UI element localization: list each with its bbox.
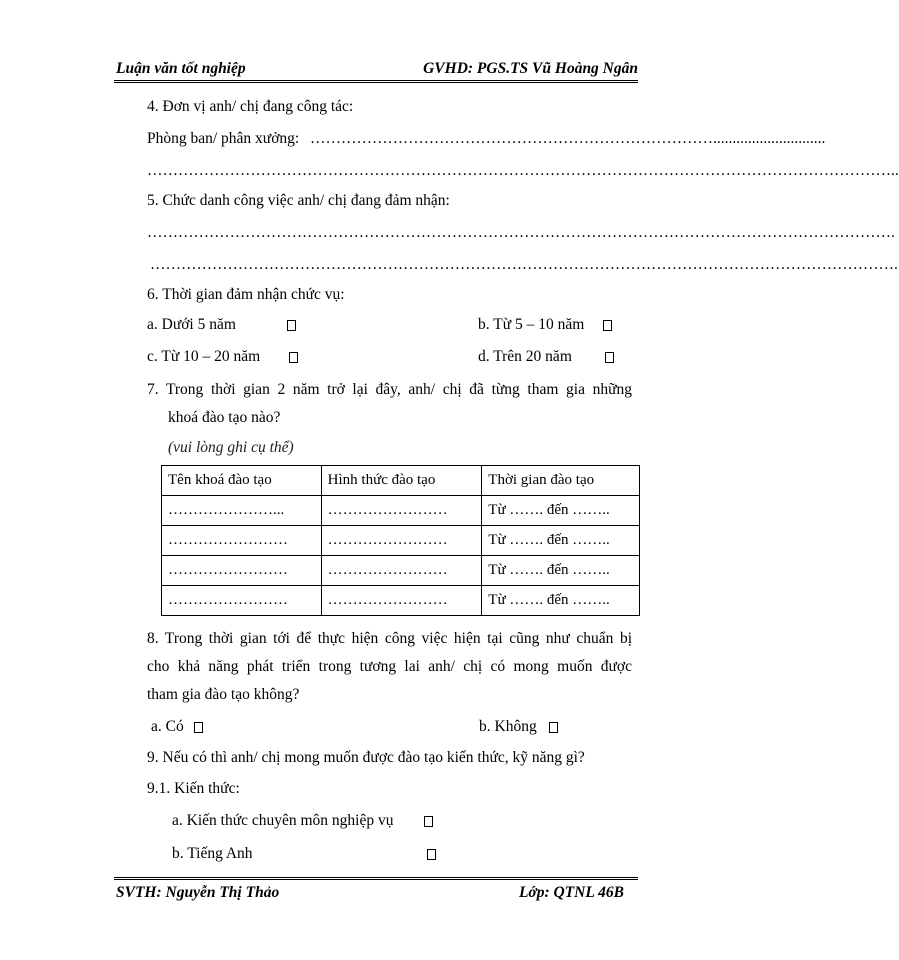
- header-right: GVHD: PGS.TS Vũ Hoàng Ngân: [423, 60, 638, 77]
- q6-option-b[interactable]: [478, 316, 584, 334]
- q7-line-1: 7. Trong thời gian 2 năm trở lại đây, anh/ chị đã từng tham gia những: [147, 381, 632, 398]
- q9-option-a[interactable]: [172, 812, 393, 830]
- q9-title: 9. Nếu có thì anh/ chị mong muốn được đào tạo kiến thức, kỹ năng gì?: [147, 749, 585, 766]
- q9-option-a-checkbox[interactable]: [424, 816, 433, 827]
- q9-subheading: 9.1. Kiến thức:: [147, 780, 240, 797]
- table-cell[interactable]: ……………………: [321, 526, 482, 556]
- table-cell[interactable]: Từ ……. đến ……..: [482, 556, 640, 586]
- q8-option-b-label: b. Không: [479, 718, 537, 735]
- table-cell[interactable]: ……………………: [321, 586, 482, 616]
- footer-left: SVTH: Nguyễn Thị Thảo: [116, 884, 280, 901]
- table-cell[interactable]: ……………………: [162, 526, 322, 556]
- q6-option-d[interactable]: [478, 348, 572, 366]
- q6-option-b-label: b. Từ 5 – 10 năm: [478, 316, 585, 333]
- q7-note: (vui lòng ghi cụ thể): [168, 439, 294, 456]
- q5-dots-2: ……………………………………………………………………………………………………………………………….: [150, 256, 898, 273]
- q6-option-d-label: d. Trên 20 năm: [478, 348, 572, 365]
- q8-option-b[interactable]: [479, 718, 537, 736]
- q6-option-d-checkbox[interactable]: [605, 352, 614, 363]
- q6-option-a-label: a. Dưới 5 năm: [147, 316, 236, 333]
- q4-dots-2: ………………………………………………………………………………………………………………………………..: [147, 162, 899, 179]
- q6-title: 6. Thời gian đảm nhận chức vụ:: [147, 286, 345, 303]
- table-header-row: [162, 466, 640, 496]
- q8-option-a-label: a. Có: [151, 718, 184, 735]
- q6-option-c[interactable]: [147, 348, 260, 366]
- q8-option-b-checkbox[interactable]: [549, 722, 558, 733]
- table-header-cell: Thời gian đào tạo: [482, 466, 640, 496]
- q6-option-c-label: c. Từ 10 – 20 năm: [147, 348, 261, 365]
- q5-title: 5. Chức danh công việc anh/ chị đang đảm nhận:: [147, 192, 450, 209]
- training-table: [161, 465, 640, 616]
- table-row: [162, 586, 640, 616]
- q7-line-2: khoá đào tạo nào?: [168, 409, 281, 426]
- table-cell[interactable]: Từ ……. đến ……..: [482, 526, 640, 556]
- q8-line-1: 8. Trong thời gian tới để thực hiện công việc hiện tại cũng như chuẩn bị: [147, 630, 632, 647]
- q6-option-b-checkbox[interactable]: [603, 320, 612, 331]
- q9-option-a-label: a. Kiến thức chuyên môn nghiệp vụ: [172, 812, 394, 829]
- q4-label: Phòng ban/ phân xưởng:: [147, 130, 300, 147]
- header-left: Luận văn tốt nghiệp: [116, 60, 246, 77]
- table-row: [162, 556, 640, 586]
- q8-option-a[interactable]: [151, 718, 184, 736]
- q8-line-2: cho khả năng phát triển trong tương lai anh/ chị có mong muốn được: [147, 658, 632, 675]
- table-cell[interactable]: Từ ……. đến ……..: [482, 496, 640, 526]
- q8-line-3: tham gia đào tạo không?: [147, 686, 300, 703]
- footer-right: Lớp: QTNL 46B: [518, 884, 624, 901]
- table-cell[interactable]: ……………………: [162, 586, 322, 616]
- table-cell[interactable]: ……………………: [162, 556, 322, 586]
- q8-option-a-checkbox[interactable]: [194, 722, 203, 733]
- header-rule: [114, 80, 638, 81]
- q6-option-a[interactable]: [147, 316, 236, 334]
- table-cell[interactable]: ……………………: [321, 556, 482, 586]
- table-header-cell: Hình thức đào tạo: [321, 466, 482, 496]
- table-cell[interactable]: ……………………: [321, 496, 482, 526]
- table-cell[interactable]: Từ ……. đến ……..: [482, 586, 640, 616]
- table-row: [162, 526, 640, 556]
- q6-option-c-checkbox[interactable]: [289, 352, 298, 363]
- q5-dots-1: ……………………………………………………………………………………………………………………………….: [147, 224, 895, 241]
- table-row: [162, 496, 640, 526]
- q4-dots-1: …………………………………………………………………….............................: [310, 130, 826, 147]
- q9-option-b-checkbox[interactable]: [427, 849, 436, 860]
- table-header-cell: Tên khoá đào tạo: [162, 466, 322, 496]
- q6-option-a-checkbox[interactable]: [287, 320, 296, 331]
- footer-rule: [114, 877, 638, 878]
- q9-option-b[interactable]: [172, 845, 253, 863]
- q9-option-b-label: b. Tiếng Anh: [172, 845, 253, 862]
- q4-title: 4. Đơn vị anh/ chị đang công tác:: [147, 98, 354, 115]
- table-cell[interactable]: …………………...: [162, 496, 322, 526]
